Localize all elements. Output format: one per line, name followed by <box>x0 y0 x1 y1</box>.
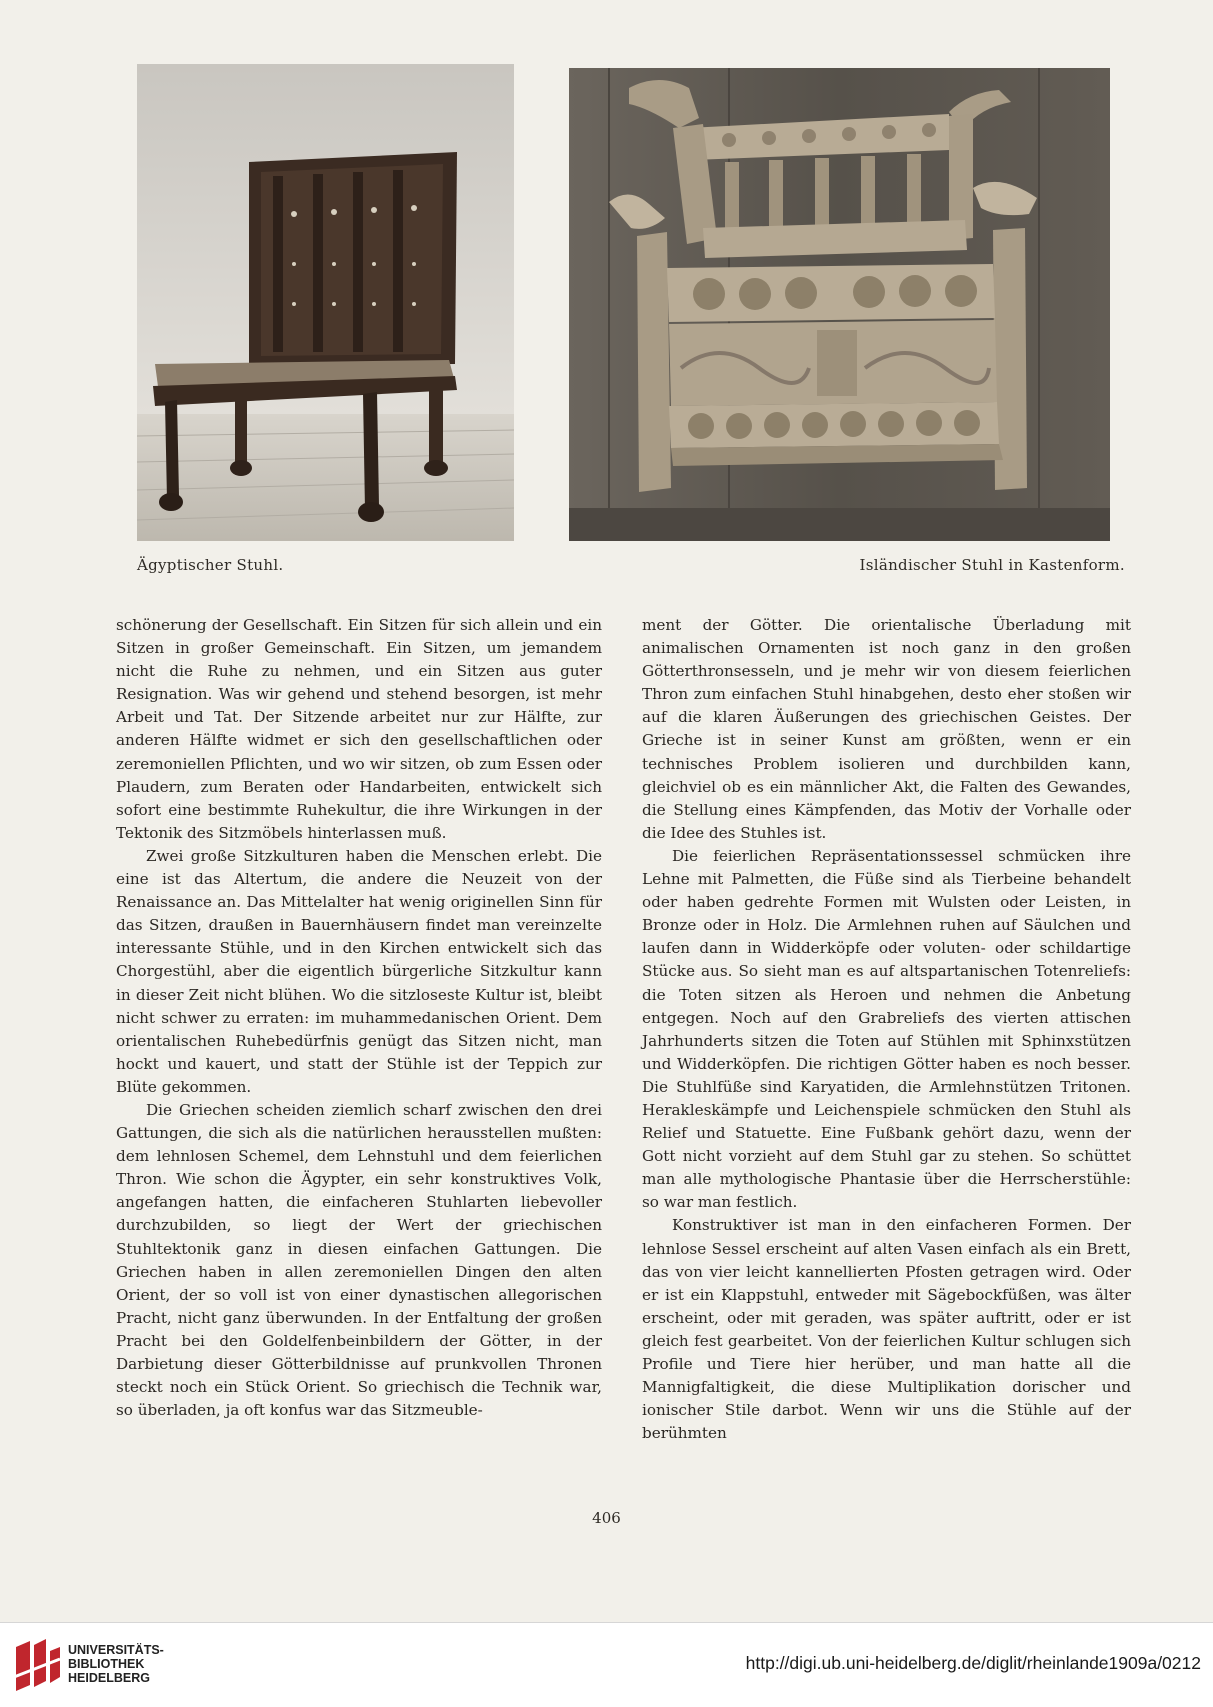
paragraph: Konstruktiver ist man in den einfacheren Formen. Der lehnlose Sessel erscheint auf alten Vasen einfach als ein Brett, das von vier leicht kannellierten Pfosten getragen wird. Oder er ist ein Klappstuhl, entweder mit Sägebockfüßen, was älter erscheint, oder mit geraden, was später auftritt, oder er ist gleich fest gearbeitet. Von der feierlichen Kultur schlugen sich Profile und Tiere hier herüber, und man hatte all die Mannigfaltigkeit, die diese Multiplikation dorischer und ionischer Stile darbot. Wenn wir uns die Stühle auf der berühmten <box>642 1216 1131 1443</box>
figure-caption-left: Ägyptischer Stuhl. <box>137 556 284 574</box>
egyptian-chair-illustration <box>137 64 514 541</box>
library-name-line: UNIVERSITÄTS- <box>68 1643 164 1657</box>
source-url-link[interactable]: http://digi.ub.uni-heidelberg.de/diglit/rheinlande1909a/0212 <box>745 1653 1201 1673</box>
library-name-line: BIBLIOTHEK <box>68 1657 145 1671</box>
library-logo-icon <box>12 1637 62 1695</box>
paragraph: ment der Götter. Die orientalische Überladung mit animalischen Ornamenten ist noch ganz in den großen Götterthronsesseln, und je mehr wir von diesem feierlichen Thron zum einfachen Stuhl hinabgehen, desto eher stoßen wir auf die klaren Äußerungen des griechischen Geistes. Der Grieche ist in seiner Kunst am größten, wenn er ein technisches Problem isolieren und durchbilden kann, gleichviel ob es ein männlicher Akt, die Falten des Gewandes, die Stellung eines Kämpfenden, das Motiv der Vorhalle oder die Idee des Stuhles ist. <box>642 616 1131 842</box>
paragraph: Die Griechen scheiden ziemlich scharf zwischen den drei Gattungen, die sich als die natürlichen herausstellen mußten: dem lehnlosen Schemel, dem Lehnstuhl und dem feierlichen Thron. Wie schon die Ägypter, ein sehr konstruktives Volk, angefangen hatten, die einfacheren Stuhlarten liebevoller durchzubilden, so liegt der Wert der griechischen Stuhltektonik ganz in diesen einfachen Gattungen. Die Griechen haben in allen zeremoniellen Dingen den alten Orient, der so voll ist von einer dynastischen allegorischen Pracht, nicht ganz überwunden. In der Entfaltung der großen Pracht bei den Goldelfenbeinbildern der Götter, in der Darbietung dieser Götterbildnisse auf prunkvollen Thronen steckt noch ein Stück Orient. So griechisch die Technik war, so überladen, ja oft konfus war das Sitzmeuble- <box>116 1100 602 1420</box>
page-number: 406 <box>592 1509 621 1527</box>
text-column-left <box>116 614 602 1422</box>
library-footer <box>0 1622 1213 1707</box>
icelandic-chair-photo <box>569 68 1110 541</box>
library-name <box>68 1643 164 1685</box>
library-name-line: HEIDELBERG <box>68 1671 150 1685</box>
paragraph: schönerung der Gesellschaft. Ein Sitzen für sich allein und ein Sitzen in großer Gemeinschaft. Ein Sitzen, um jemandem nicht die Ruhe zu nehmen, und ein Sitzen aus guter Resignation. Was wir gehend und stehend besorgen, ist mehr Arbeit und Tat. Der Sitzende arbeitet nur zur Hälfte, zur anderen Hälfte widmet er sich den gesellschaftlichen oder zeremoniellen Pflichten, und wo wir sitzen, ob zum Essen oder Plaudern, zum Beraten oder Handarbeiten, entwickelt sich sofort eine bestimmte Ruhekultur, die ihre Wirkungen in der Tektonik des Sitzmöbels hinterlassen muß. <box>116 616 602 842</box>
icelandic-chair-illustration <box>569 68 1110 541</box>
paragraph: Die feierlichen Repräsentationssessel schmücken ihre Lehne mit Palmetten, die Füße sind als Tierbeine behandelt oder haben gedrehte Formen mit Wulsten oder Leisten, in Bronze oder in Holz. Die Armlehnen ruhen auf Säulchen und laufen dann in Widderköpfe oder voluten- oder schildartige Stücke aus. So sieht man es auf altspartanischen Totenreliefs: die Toten sitzen als Heroen und nehmen die Anbetung entgegen. Noch auf den Grabreliefs des vierten attischen Jahrhunderts sitzen die Toten auf Stühlen mit Sphinxstützen und Widderköpfen. Die richtigen Götter haben es noch besser. Die Stuhlfüße sind Karyatiden, die Armlehnstützen Tritonen. Herakleskämpfe und Leichenspiele schmücken den Stuhl als Relief und Statuette. Eine Fußbank gehört dazu, wenn der Gott nicht vorzieht auf dem Stuhl gar zu stehen. So schüttet man alle mythologische Phantasie über die Herrscherstühle: so war man festlich. <box>642 846 1131 1212</box>
text-column-right <box>642 614 1131 1445</box>
figure-caption-right: Isländischer Stuhl in Kastenform. <box>859 556 1125 574</box>
egyptian-chair-photo <box>137 64 514 541</box>
paragraph: Zwei große Sitzkulturen haben die Menschen erlebt. Die eine ist das Altertum, die andere die Neuzeit von der Renaissance an. Das Mittelalter hat wenig originellen Sinn für das Sitzen, draußen in Bauernhäusern findet man vereinzelte interessante Stühle, und in den Kirchen entwickelt sich das Chorgestühl, aber die eigentlich bürgerliche Sitzkultur kann in dieser Zeit nicht blühen. Wo die sitzloseste Kultur ist, bleibt nicht schwer zu erraten: im muhammedanischen Orient. Dem orientalischen Ruhebedürfnis genügt das Sitzen nicht, man hockt und kauert, und statt der Stühle ist der Teppich zur Blüte gekommen. <box>116 846 602 1096</box>
